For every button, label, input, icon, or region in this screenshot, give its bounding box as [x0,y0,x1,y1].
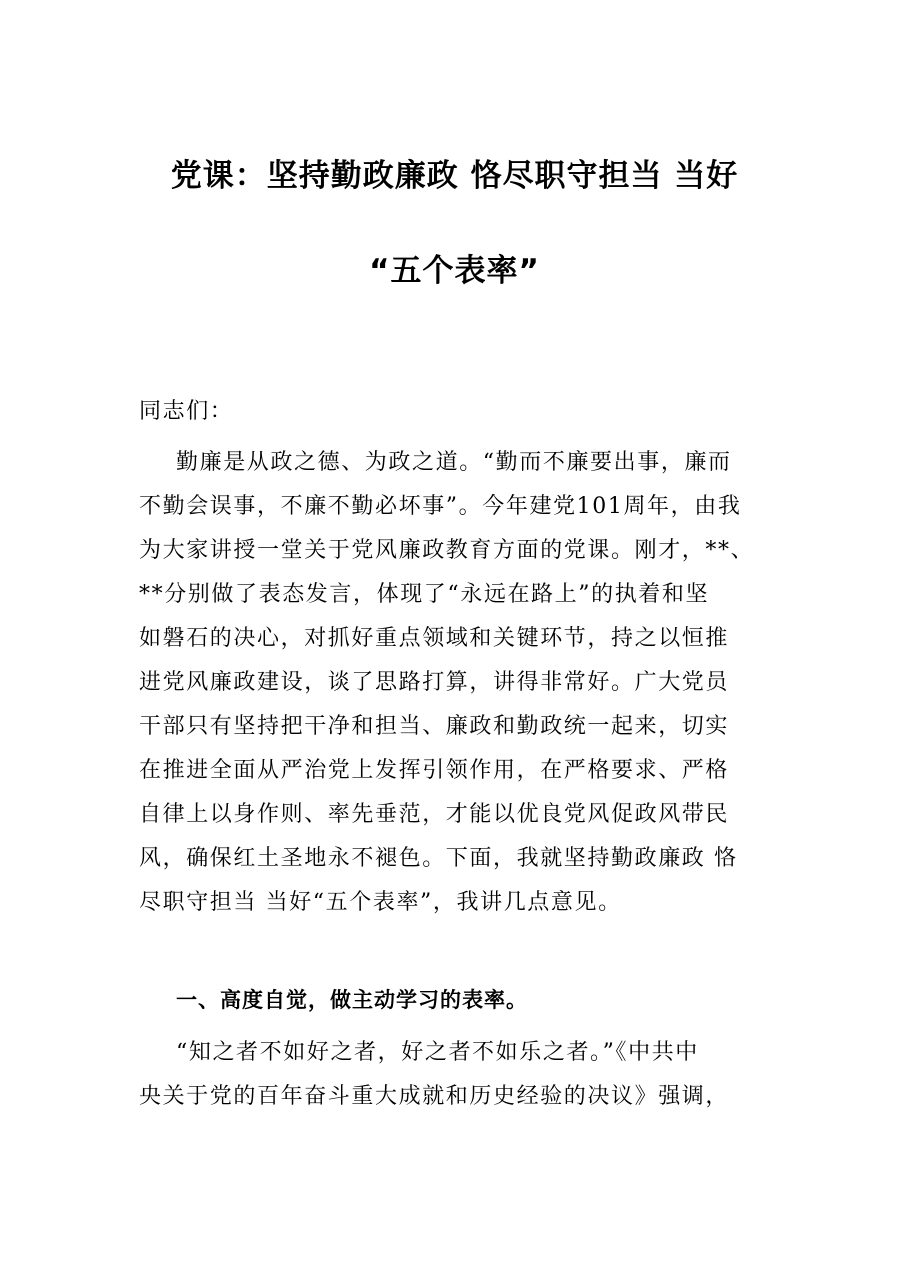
paragraph-1-line: 为大家讲授一堂关于党风廉政教育方面的党课。刚才，**、 [139,538,755,563]
salutation: 同志们： [139,399,234,424]
paragraph-2-line: “知之者不如好之者，好之者不如乐之者。”《中共中 [176,1040,699,1065]
paragraph-1 [139,441,799,925]
paragraph-1-line: 自律上以身作则、率先垂范，才能以优良党风促政风带民 [139,802,730,827]
paragraph-1-line: 进党风廉政建设，谈了思路打算，讲得非常好。广大党员 [139,670,730,695]
section-1-heading: 一、高度自觉，做主动学习的表率。 [176,988,528,1012]
paragraph-1-line: 风，确保红土圣地永不褪色。下面，我就坚持勤政廉政 恪 [139,846,738,871]
paragraph-1-line: 如磐石的决心，对抓好重点领域和关键环节，持之以恒推 [139,626,730,651]
document-title-line-1: 党课：坚持勤政廉政 恪尽职守担当 当好 [170,158,739,194]
paragraph-1-line: 在推进全面从严治党上发挥引领作用，在严格要求、严格 [139,758,730,783]
paragraph-2-line: 央关于党的百年奋斗重大成就和历史经验的决议》强调， [139,1084,730,1109]
paragraph-1-line: 勤廉是从政之德、为政之道。“勤而不廉要出事，廉而 [176,450,732,475]
paragraph-1-line: 不勤会误事，不廉不勤必坏事”。今年建党101周年，由我 [139,494,742,519]
paragraph-1-line: 尽职守担当 当好“五个表率”，我讲几点意见。 [139,890,622,915]
document-title-line-2: “五个表率” [369,253,540,289]
paragraph-1-line: **分别做了表态发言，体现了“永远在路上”的执着和坚 [139,582,710,607]
paragraph-2 [139,1031,799,1119]
paragraph-1-line: 干部只有坚持把干净和担当、廉政和勤政统一起来，切实 [139,714,730,739]
